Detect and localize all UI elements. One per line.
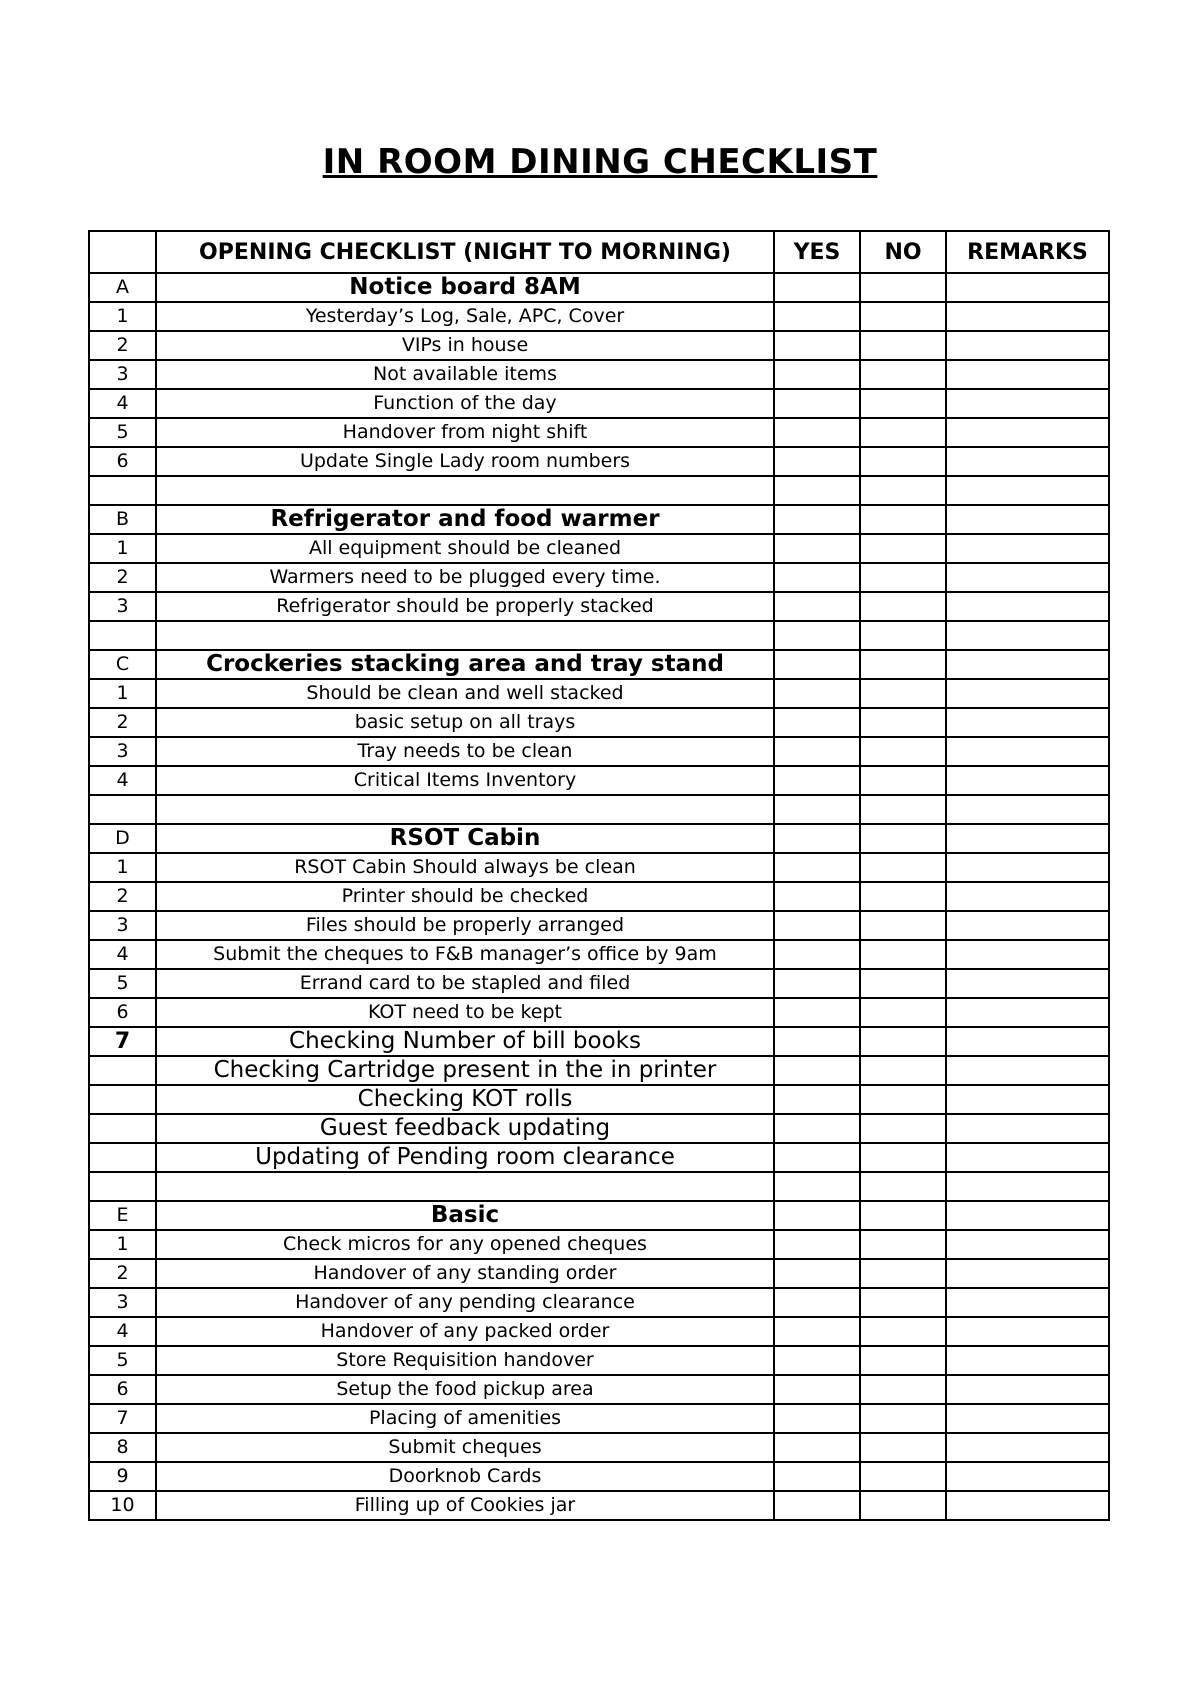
item-text: Critical Items Inventory <box>156 766 774 795</box>
item-text: Refrigerator should be properly stacked <box>156 592 774 621</box>
yes-cell[interactable] <box>774 1433 860 1462</box>
remarks-cell[interactable] <box>946 621 1109 650</box>
item-text: RSOT Cabin Should always be clean <box>156 853 774 882</box>
item-text: All equipment should be cleaned <box>156 534 774 563</box>
item-text: Update Single Lady room numbers <box>156 447 774 476</box>
yes-cell[interactable] <box>774 1317 860 1346</box>
yes-cell[interactable] <box>774 505 860 534</box>
item-text: Warmers need to be plugged every time. <box>156 563 774 592</box>
remarks-cell[interactable] <box>946 737 1109 766</box>
checklist-row <box>89 534 1109 563</box>
checklist-row <box>89 911 1109 940</box>
yes-cell[interactable] <box>774 418 860 447</box>
yes-cell[interactable] <box>774 1114 860 1143</box>
no-cell[interactable] <box>860 1143 946 1172</box>
no-cell[interactable] <box>860 505 946 534</box>
no-cell[interactable] <box>860 447 946 476</box>
yes-cell[interactable] <box>774 882 860 911</box>
checklist-row <box>89 389 1109 418</box>
row-number: 1 <box>89 1230 156 1259</box>
header-row <box>89 231 1109 273</box>
row-number: 6 <box>89 447 156 476</box>
yes-cell[interactable] <box>774 1027 860 1056</box>
checklist-row <box>89 1230 1109 1259</box>
item-text: Placing of amenities <box>156 1404 774 1433</box>
no-cell[interactable] <box>860 476 946 505</box>
remarks-cell[interactable] <box>946 302 1109 331</box>
yes-cell[interactable] <box>774 1259 860 1288</box>
remarks-cell[interactable] <box>946 1085 1109 1114</box>
remarks-cell[interactable] <box>946 360 1109 389</box>
row-number <box>89 1114 156 1143</box>
checklist-row <box>89 1346 1109 1375</box>
yes-cell[interactable] <box>774 969 860 998</box>
yes-cell[interactable] <box>774 650 860 679</box>
row-number: A <box>89 273 156 302</box>
remarks-cell[interactable] <box>946 795 1109 824</box>
row-number <box>89 1085 156 1114</box>
no-cell[interactable] <box>860 1172 946 1201</box>
row-number: 8 <box>89 1433 156 1462</box>
item-text: Function of the day <box>156 389 774 418</box>
yes-cell[interactable] <box>774 1288 860 1317</box>
row-number: 10 <box>89 1491 156 1520</box>
checklist-row <box>89 1288 1109 1317</box>
yes-cell[interactable] <box>774 534 860 563</box>
no-cell[interactable] <box>860 563 946 592</box>
row-number: 1 <box>89 534 156 563</box>
remarks-cell[interactable] <box>946 882 1109 911</box>
item-text <box>156 621 774 650</box>
row-number: 3 <box>89 360 156 389</box>
row-number: 2 <box>89 1259 156 1288</box>
item-text: Should be clean and well stacked <box>156 679 774 708</box>
no-cell[interactable] <box>860 1346 946 1375</box>
row-number: 3 <box>89 592 156 621</box>
remarks-cell[interactable] <box>946 1346 1109 1375</box>
no-cell[interactable] <box>860 650 946 679</box>
yes-cell[interactable] <box>774 331 860 360</box>
no-cell[interactable] <box>860 679 946 708</box>
item-text: Check micros for any opened cheques <box>156 1230 774 1259</box>
yes-cell[interactable] <box>774 1462 860 1491</box>
no-cell[interactable] <box>860 592 946 621</box>
no-cell[interactable] <box>860 795 946 824</box>
item-text: Guest feedback updating <box>156 1114 774 1143</box>
checklist-row <box>89 708 1109 737</box>
item-text: Filling up of Cookies jar <box>156 1491 774 1520</box>
no-cell[interactable] <box>860 1085 946 1114</box>
checklist-row <box>89 1375 1109 1404</box>
row-number: 7 <box>89 1027 156 1056</box>
no-cell[interactable] <box>860 1201 946 1230</box>
checklist-row <box>89 476 1109 505</box>
yes-cell[interactable] <box>774 1491 860 1520</box>
remarks-cell[interactable] <box>946 766 1109 795</box>
remarks-cell[interactable] <box>946 563 1109 592</box>
no-cell[interactable] <box>860 331 946 360</box>
no-cell[interactable] <box>860 360 946 389</box>
item-text: Errand card to be stapled and filed <box>156 969 774 998</box>
no-cell[interactable] <box>860 1433 946 1462</box>
header-yes: YES <box>774 231 860 273</box>
checklist-row <box>89 679 1109 708</box>
yes-cell[interactable] <box>774 389 860 418</box>
row-number: C <box>89 650 156 679</box>
row-number <box>89 1056 156 1085</box>
checklist-row <box>89 737 1109 766</box>
checklist-row <box>89 766 1109 795</box>
no-cell[interactable] <box>860 1114 946 1143</box>
item-text: basic setup on all trays <box>156 708 774 737</box>
yes-cell[interactable] <box>774 360 860 389</box>
checklist-row <box>89 853 1109 882</box>
item-text: Printer should be checked <box>156 882 774 911</box>
checklist-row <box>89 795 1109 824</box>
checklist-row <box>89 592 1109 621</box>
no-cell[interactable] <box>860 998 946 1027</box>
item-text: Tray needs to be clean <box>156 737 774 766</box>
yes-cell[interactable] <box>774 1201 860 1230</box>
remarks-cell[interactable] <box>946 1491 1109 1520</box>
row-number: B <box>89 505 156 534</box>
checklist-row <box>89 1056 1109 1085</box>
header-remarks: REMARKS <box>946 231 1109 273</box>
yes-cell[interactable] <box>774 679 860 708</box>
remarks-cell[interactable] <box>946 940 1109 969</box>
checklist-row <box>89 302 1109 331</box>
row-number: 3 <box>89 1288 156 1317</box>
yes-cell[interactable] <box>774 1230 860 1259</box>
row-number: 5 <box>89 969 156 998</box>
remarks-cell[interactable] <box>946 1201 1109 1230</box>
no-cell[interactable] <box>860 273 946 302</box>
row-number: 5 <box>89 1346 156 1375</box>
yes-cell[interactable] <box>774 824 860 853</box>
section-title: Refrigerator and food warmer <box>156 505 774 534</box>
no-cell[interactable] <box>860 1056 946 1085</box>
no-cell[interactable] <box>860 824 946 853</box>
row-number: 5 <box>89 418 156 447</box>
checklist-row <box>89 563 1109 592</box>
no-cell[interactable] <box>860 302 946 331</box>
section-row <box>89 273 1109 302</box>
remarks-cell[interactable] <box>946 389 1109 418</box>
remarks-cell[interactable] <box>946 1288 1109 1317</box>
checklist-row <box>89 1462 1109 1491</box>
no-cell[interactable] <box>860 534 946 563</box>
yes-cell[interactable] <box>774 1375 860 1404</box>
item-text: Submit the cheques to F&B manager’s office by 9am <box>156 940 774 969</box>
remarks-cell[interactable] <box>946 1027 1109 1056</box>
checklist-row <box>89 1172 1109 1201</box>
checklist-row <box>89 331 1109 360</box>
row-number: 4 <box>89 389 156 418</box>
row-number <box>89 1143 156 1172</box>
no-cell[interactable] <box>860 882 946 911</box>
row-number: 4 <box>89 766 156 795</box>
row-number: 1 <box>89 853 156 882</box>
row-number: E <box>89 1201 156 1230</box>
no-cell[interactable] <box>860 853 946 882</box>
yes-cell[interactable] <box>774 621 860 650</box>
no-cell[interactable] <box>860 418 946 447</box>
no-cell[interactable] <box>860 766 946 795</box>
remarks-cell[interactable] <box>946 1259 1109 1288</box>
no-cell[interactable] <box>860 969 946 998</box>
section-row <box>89 505 1109 534</box>
header-number-cell <box>89 231 156 273</box>
remarks-cell[interactable] <box>946 447 1109 476</box>
item-text: Handover of any packed order <box>156 1317 774 1346</box>
remarks-cell[interactable] <box>946 824 1109 853</box>
checklist-row <box>89 998 1109 1027</box>
remarks-cell[interactable] <box>946 1317 1109 1346</box>
page-title: IN ROOM DINING CHECKLIST <box>322 142 878 182</box>
row-number: 4 <box>89 940 156 969</box>
remarks-cell[interactable] <box>946 505 1109 534</box>
no-cell[interactable] <box>860 1375 946 1404</box>
section-title: Notice board 8AM <box>156 273 774 302</box>
remarks-cell[interactable] <box>946 1462 1109 1491</box>
remarks-cell[interactable] <box>946 650 1109 679</box>
remarks-cell[interactable] <box>946 592 1109 621</box>
row-number: 9 <box>89 1462 156 1491</box>
no-cell[interactable] <box>860 911 946 940</box>
remarks-cell[interactable] <box>946 1230 1109 1259</box>
checklist-row <box>89 360 1109 389</box>
row-number: 1 <box>89 679 156 708</box>
yes-cell[interactable] <box>774 853 860 882</box>
item-text: Doorknob Cards <box>156 1462 774 1491</box>
yes-cell[interactable] <box>774 592 860 621</box>
remarks-cell[interactable] <box>946 1375 1109 1404</box>
row-number: 4 <box>89 1317 156 1346</box>
yes-cell[interactable] <box>774 476 860 505</box>
no-cell[interactable] <box>860 1462 946 1491</box>
item-text <box>156 476 774 505</box>
yes-cell[interactable] <box>774 447 860 476</box>
row-number: 3 <box>89 737 156 766</box>
yes-cell[interactable] <box>774 737 860 766</box>
row-number: 2 <box>89 331 156 360</box>
checklist-row <box>89 418 1109 447</box>
header-no: NO <box>860 231 946 273</box>
yes-cell[interactable] <box>774 1172 860 1201</box>
yes-cell[interactable] <box>774 1143 860 1172</box>
item-text <box>156 1172 774 1201</box>
row-number <box>89 621 156 650</box>
remarks-cell[interactable] <box>946 911 1109 940</box>
item-text: Handover from night shift <box>156 418 774 447</box>
item-text: Files should be properly arranged <box>156 911 774 940</box>
remarks-cell[interactable] <box>946 418 1109 447</box>
no-cell[interactable] <box>860 1491 946 1520</box>
item-text: Checking Cartridge present in the in printer <box>156 1056 774 1085</box>
checklist-row <box>89 969 1109 998</box>
yes-cell[interactable] <box>774 708 860 737</box>
yes-cell[interactable] <box>774 940 860 969</box>
checklist-row <box>89 1491 1109 1520</box>
item-text: VIPs in house <box>156 331 774 360</box>
no-cell[interactable] <box>860 1317 946 1346</box>
no-cell[interactable] <box>860 1027 946 1056</box>
row-number: 2 <box>89 708 156 737</box>
row-number: 7 <box>89 1404 156 1433</box>
item-text: Not available items <box>156 360 774 389</box>
item-text: Handover of any pending clearance <box>156 1288 774 1317</box>
checklist-row <box>89 1433 1109 1462</box>
section-row <box>89 650 1109 679</box>
checklist-row <box>89 1085 1109 1114</box>
remarks-cell[interactable] <box>946 331 1109 360</box>
item-text <box>156 795 774 824</box>
checklist-row <box>89 1114 1109 1143</box>
yes-cell[interactable] <box>774 563 860 592</box>
checklist-row <box>89 1404 1109 1433</box>
yes-cell[interactable] <box>774 273 860 302</box>
row-number: 3 <box>89 911 156 940</box>
yes-cell[interactable] <box>774 1404 860 1433</box>
checklist-row <box>89 1143 1109 1172</box>
remarks-cell[interactable] <box>946 1143 1109 1172</box>
remarks-cell[interactable] <box>946 679 1109 708</box>
header-item: OPENING CHECKLIST (NIGHT TO MORNING) <box>156 231 774 273</box>
row-number: 6 <box>89 998 156 1027</box>
section-row <box>89 824 1109 853</box>
row-number <box>89 1172 156 1201</box>
no-cell[interactable] <box>860 1288 946 1317</box>
item-text: Yesterday’s Log, Sale, APC, Cover <box>156 302 774 331</box>
no-cell[interactable] <box>860 1230 946 1259</box>
no-cell[interactable] <box>860 1404 946 1433</box>
yes-cell[interactable] <box>774 1346 860 1375</box>
row-number: 1 <box>89 302 156 331</box>
remarks-cell[interactable] <box>946 1172 1109 1201</box>
remarks-cell[interactable] <box>946 534 1109 563</box>
item-text: Checking KOT rolls <box>156 1085 774 1114</box>
row-number <box>89 476 156 505</box>
no-cell[interactable] <box>860 389 946 418</box>
item-text: Submit cheques <box>156 1433 774 1462</box>
yes-cell[interactable] <box>774 1056 860 1085</box>
remarks-cell[interactable] <box>946 708 1109 737</box>
checklist-row <box>89 447 1109 476</box>
section-title: Crockeries stacking area and tray stand <box>156 650 774 679</box>
item-text: Setup the food pickup area <box>156 1375 774 1404</box>
item-text: Checking Number of bill books <box>156 1027 774 1056</box>
yes-cell[interactable] <box>774 766 860 795</box>
no-cell[interactable] <box>860 621 946 650</box>
section-title: Basic <box>156 1201 774 1230</box>
yes-cell[interactable] <box>774 998 860 1027</box>
checklist-row <box>89 1317 1109 1346</box>
no-cell[interactable] <box>860 940 946 969</box>
yes-cell[interactable] <box>774 911 860 940</box>
remarks-cell[interactable] <box>946 1056 1109 1085</box>
item-text: Store Requisition handover <box>156 1346 774 1375</box>
yes-cell[interactable] <box>774 302 860 331</box>
remarks-cell[interactable] <box>946 273 1109 302</box>
row-number: 2 <box>89 563 156 592</box>
remarks-cell[interactable] <box>946 1114 1109 1143</box>
checklist-row <box>89 940 1109 969</box>
section-title: RSOT Cabin <box>156 824 774 853</box>
remarks-cell[interactable] <box>946 1404 1109 1433</box>
checklist-row <box>89 621 1109 650</box>
item-text: KOT need to be kept <box>156 998 774 1027</box>
remarks-cell[interactable] <box>946 476 1109 505</box>
remarks-cell[interactable] <box>946 1433 1109 1462</box>
yes-cell[interactable] <box>774 795 860 824</box>
item-text: Updating of Pending room clearance <box>156 1143 774 1172</box>
checklist-row <box>89 1259 1109 1288</box>
no-cell[interactable] <box>860 708 946 737</box>
remarks-cell[interactable] <box>946 853 1109 882</box>
no-cell[interactable] <box>860 1259 946 1288</box>
item-text: Handover of any standing order <box>156 1259 774 1288</box>
row-number <box>89 795 156 824</box>
remarks-cell[interactable] <box>946 998 1109 1027</box>
section-row <box>89 1201 1109 1230</box>
yes-cell[interactable] <box>774 1085 860 1114</box>
row-number: 2 <box>89 882 156 911</box>
checklist-row <box>89 882 1109 911</box>
checklist-row <box>89 1027 1109 1056</box>
no-cell[interactable] <box>860 737 946 766</box>
row-number: D <box>89 824 156 853</box>
row-number: 6 <box>89 1375 156 1404</box>
remarks-cell[interactable] <box>946 969 1109 998</box>
checklist-body <box>89 231 1109 1520</box>
checklist-table <box>88 230 1110 1521</box>
